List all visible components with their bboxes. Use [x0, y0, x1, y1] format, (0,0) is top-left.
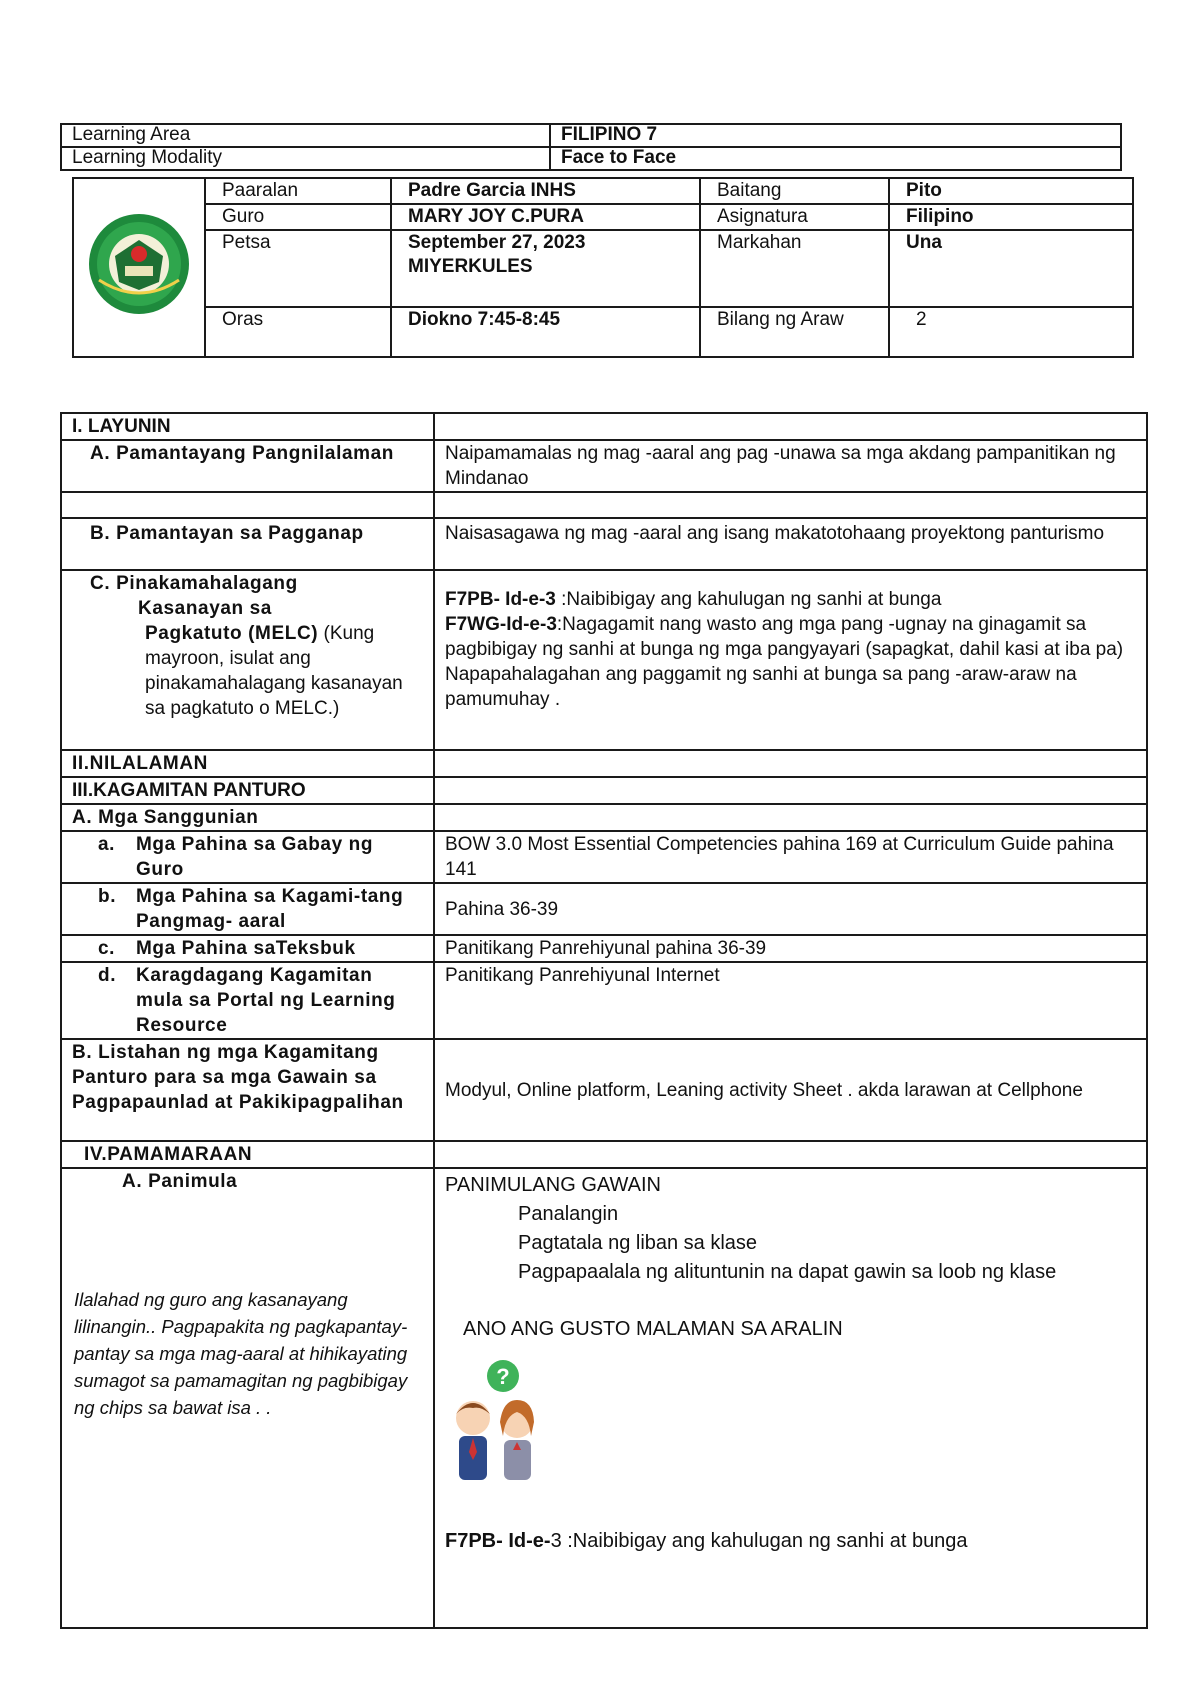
nilalaman-heading: II.NILALAMAN — [61, 750, 434, 777]
ref-a-value: BOW 3.0 Most Essential Competencies pahina 169 at Curriculum Guide pahina 141 — [434, 831, 1147, 883]
guro-label: Guro — [205, 204, 391, 230]
learning-area-value: FILIPINO 7 — [550, 124, 1121, 147]
pamamaraan-heading: IV.PAMAMARAAN — [61, 1141, 434, 1168]
ref-d-text: Karagdagang Kagamitan mula sa Portal ng Learning Resource — [136, 965, 396, 1036]
melc-label-kung: (Kung — [318, 623, 375, 644]
melc-label-line1: C. Pinakamahalagang — [90, 573, 298, 594]
empty-cell — [434, 492, 1147, 518]
f7-code: F7PB- Id-e- — [445, 1530, 551, 1552]
guro-value: MARY JOY C.PURA — [391, 204, 700, 230]
melc-label-rest: mayroon, isulat ang pinakamahalagang kasanayan sa pagkatuto o MELC.) — [145, 648, 403, 719]
school-logo — [73, 178, 205, 357]
oras-value: Diokno 7:45-8:45 — [391, 307, 700, 357]
learning-modality-value: Face to Face — [550, 147, 1121, 170]
listahan-label: B. Listahan ng mga Kagamitang Panturo para sa mga Gawain sa Pagpapaunlad at Pakikipagpalihan — [61, 1039, 434, 1141]
students-question-illustration — [445, 1356, 555, 1486]
bilang-value: 2 — [889, 307, 1133, 357]
melc-code-1: F7PB- Id-e-3 — [445, 589, 556, 610]
empty-cell — [434, 804, 1147, 831]
gawain-item: Pagtatala ng liban sa klase — [518, 1232, 758, 1254]
panimula-heading: A. Panimula — [122, 1171, 238, 1192]
kagamitan-heading: III.KAGAMITAN PANTURO — [61, 777, 434, 804]
melc-text-1: :Naibibigay ang kahulugan ng sanhi at bunga — [555, 589, 942, 610]
pamantayan-pagganap-value: Naisasagawa ng mag -aaral ang isang makatotohaang proyektong panturismo — [434, 518, 1147, 570]
melc-label-line2: Kasanayan sa — [138, 598, 272, 619]
empty-cell — [434, 1141, 1147, 1168]
petsa-value — [391, 230, 700, 307]
school-seal-icon — [85, 210, 193, 318]
melc-code-2: F7WG-Id-e-3 — [445, 614, 557, 635]
markahan-value: Una — [889, 230, 1133, 307]
markahan-label: Markahan — [700, 230, 889, 307]
baitang-label: Baitang — [700, 178, 889, 204]
melc-text-3: Napapahalagahan ang paggamit ng sanhi at bunga sa pang -araw-araw na pamumuhay . — [445, 664, 1077, 710]
ref-b-label — [61, 883, 434, 935]
svg-text:?: ? — [496, 1364, 510, 1389]
lesson-plan-table — [60, 412, 1148, 1629]
listahan-value: Modyul, Online platform, Leaning activity Sheet . akda larawan at Cellphone — [434, 1039, 1147, 1141]
pamantayan-pagganap-label: B. Pamantayan sa Pagganap — [61, 518, 434, 570]
pamantayang-pangnilalaman-label: A. Pamantayang Pangnilalaman — [61, 440, 434, 492]
ref-c-label — [61, 935, 434, 962]
panimula-note: Ilalahad ng guro ang kasanayang lilinangin.. Pagpapakita ng pagkapantay-pantay sa mga mag-aaral at hihikayating sumagot sa pamamagitan ng pagbibigay ng chips sa bawat isa . . — [74, 1289, 408, 1418]
learning-area-label: Learning Area — [61, 124, 550, 147]
f7-text: 3 :Naibibigay ang kahulugan ng sanhi at bunga — [550, 1530, 968, 1552]
melc-text-2: :Nagagamit nang wasto ang mga pang -ugnay na ginagamit sa pagbibigay ng sanhi at bunga ng mga pangyayari (sapagkat, dahil kasi at iba pa) — [445, 614, 1124, 660]
empty-cell — [434, 777, 1147, 804]
paaralan-value: Padre Garcia INHS — [391, 178, 700, 204]
ref-d-label — [61, 962, 434, 1039]
ref-a-letter: a. — [98, 834, 116, 855]
asignatura-value: Filipino — [889, 204, 1133, 230]
panimula-cell — [61, 1168, 434, 1628]
empty-cell — [434, 413, 1147, 440]
pamantayang-pangnilalaman-value: Naipamamalas ng mag -aaral ang pag -unawa sa mga akdang pampanitikan ng Mindanao — [434, 440, 1147, 492]
ref-c-letter: c. — [98, 938, 116, 959]
gawain-item: Panalangin — [518, 1203, 619, 1225]
ref-a-text: Mga Pahina sa Gabay ng Guro — [136, 834, 374, 880]
baitang-value: Pito — [889, 178, 1133, 204]
ref-b-letter: b. — [98, 886, 117, 907]
header-info-table — [72, 177, 1134, 358]
ref-c-text: Mga Pahina saTeksbuk — [136, 938, 356, 959]
melc-value — [434, 570, 1147, 750]
ano-title: ANO ANG GUSTO MALAMAN SA ARALIN — [463, 1318, 843, 1340]
paaralan-label: Paaralan — [205, 178, 391, 204]
melc-label-line3: Pagkatuto (MELC) — [145, 623, 319, 644]
panimula-content — [434, 1168, 1147, 1628]
f7-objective — [445, 1529, 1136, 1554]
melc-label — [61, 570, 434, 750]
ref-b-text: Mga Pahina sa Kagami-tang Pangmag- aaral — [136, 886, 404, 932]
asignatura-label: Asignatura — [700, 204, 889, 230]
petsa-day: MIYERKULES — [408, 256, 533, 277]
petsa-label: Petsa — [205, 230, 391, 307]
oras-label: Oras — [205, 307, 391, 357]
petsa-date: September 27, 2023 — [408, 232, 586, 253]
ref-d-letter: d. — [98, 965, 117, 986]
ref-c-value: Panitikang Panrehiyunal pahina 36-39 — [434, 935, 1147, 962]
ref-d-value: Panitikang Panrehiyunal Internet — [434, 962, 1147, 1039]
gawain-item: Pagpapaalala ng alituntunin na dapat gawin sa loob ng klase — [518, 1261, 1057, 1283]
panimulang-gawain-title: PANIMULANG GAWAIN — [445, 1174, 661, 1196]
learning-area-table — [60, 123, 1122, 171]
empty-cell — [61, 492, 434, 518]
ref-a-label — [61, 831, 434, 883]
ref-b-value: Pahina 36-39 — [434, 883, 1147, 935]
sanggunian-heading: A. Mga Sanggunian — [61, 804, 434, 831]
bilang-label: Bilang ng Araw — [700, 307, 889, 357]
learning-modality-label: Learning Modality — [61, 147, 550, 170]
empty-cell — [434, 750, 1147, 777]
layunin-heading: I. LAYUNIN — [61, 413, 434, 440]
